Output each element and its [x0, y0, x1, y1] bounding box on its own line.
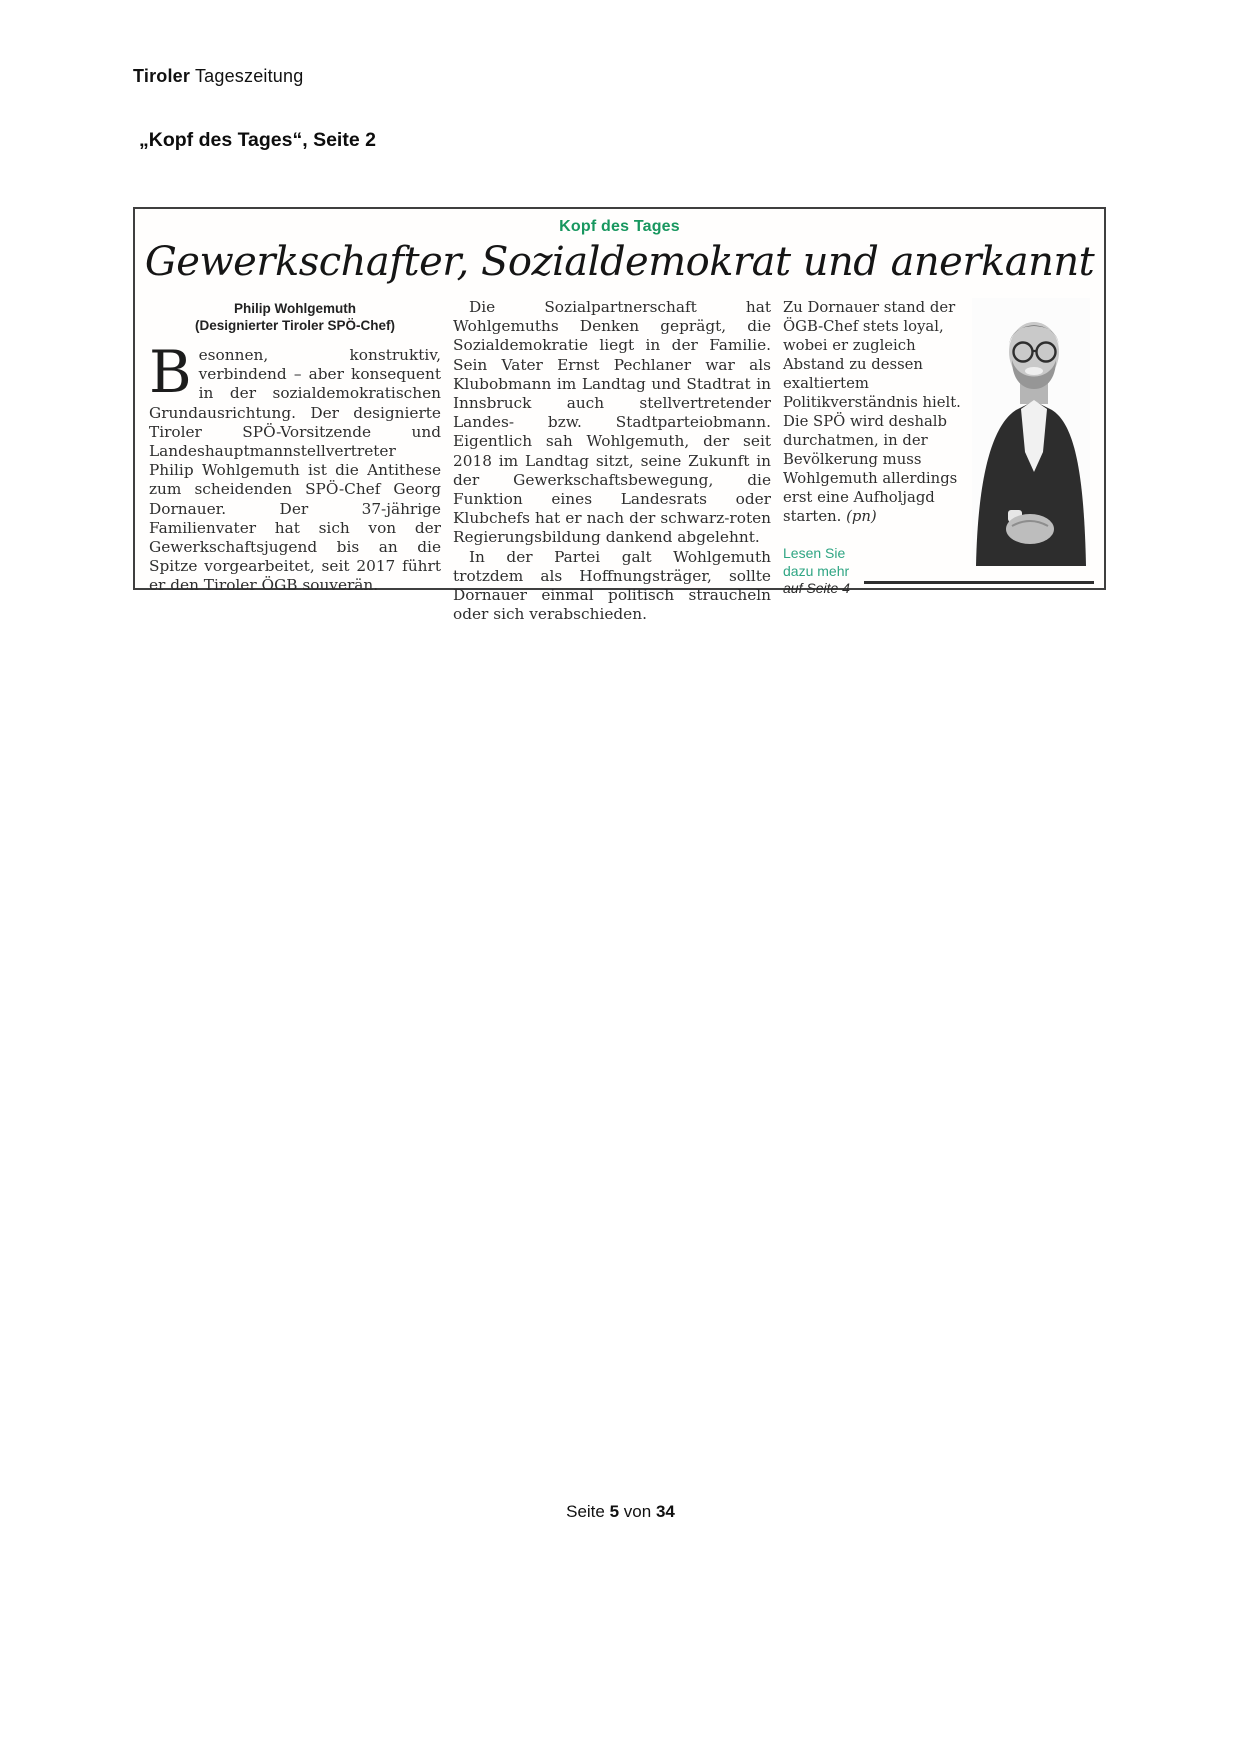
footer-separator: von — [623, 1502, 652, 1521]
page-heading: „Kopf des Tages“, Seite 2 — [139, 129, 376, 151]
column-2 — [453, 298, 771, 624]
column-3-text: Zu Dornauer stand der ÖGB-Chef stets loyal, wobei er zugleich Abstand zu dessen exaltiertem Politikverständnis hielt. Die SPÖ wird deshalb durchatmen, in der Bevölkerung muss Wohlgemuth allerdings erst eine Aufholjagd starten. — [783, 299, 961, 525]
page-footer — [0, 1502, 1241, 1522]
column-1 — [149, 298, 441, 596]
footer-label: Seite — [566, 1502, 605, 1521]
read-more-line-2: dazu mehr — [783, 562, 850, 579]
byline — [149, 300, 441, 334]
newspaper-clipping — [133, 207, 1106, 624]
masthead-title: Tageszeitung — [190, 66, 304, 86]
column-2-paragraph-1: Die Sozialpartnerschaft hat Wohlgemuths Denken geprägt, die Sozialdemokratie liegt in der Familie. Sein Vater Ernst Pechlaner war als Klubobmann im Landtag und Stadtrat in Innsbruck auch stellvertretender Landes- bzw. Stadtparteiobmann. Eigentlich sah Wohlgemuth, der seit 2018 im Landtag sitzt, seine Zukunft in der Gewerkschaftsbewegung, die Funktion eines Landesrats oder Klubchefs hat er nach der schwarz-roten Regierungsbildung dankend abgelehnt. — [453, 298, 771, 547]
portrait-photo — [972, 298, 1090, 566]
column-2-paragraph-2: In der Partei galt Wohlgemuth trotzdem als Hoffnungsträger, sollte Dornauer einmal politisch straucheln oder sich verabschieden. — [453, 547, 771, 624]
read-more-note — [783, 545, 968, 598]
column-3 — [783, 298, 968, 598]
byline-name: Philip Wohlgemuth — [234, 301, 356, 316]
read-more-line-1: Lesen Sie — [783, 545, 846, 561]
column-1-text: esonnen, konstruktiv, verbindend – aber konsequent in der sozialdemokratischen Grundausrichtung. Der designierte Tiroler SPÖ-Vorsitzende und Landeshauptmannstellvertreter Philip Wohlgemuth ist die Antithese zum scheidenden SPÖ-Chef Georg Dornauer. Der 37-jährige Familienvater hat sich von der Gewerkschaftsjugend bis an die Spitze vorgearbeitet, seit 2017 führt er den Tiroler ÖGB souverän. — [149, 346, 441, 595]
masthead-brand: Tiroler — [133, 66, 191, 86]
footer-total-pages: 34 — [655, 1502, 675, 1521]
author-signature: (pn) — [846, 508, 877, 525]
read-more-page-ref: auf Seite 4 — [783, 580, 850, 596]
drop-cap: B — [149, 338, 192, 406]
clipping-kicker: Kopf des Tages — [559, 218, 680, 235]
photo-underline-rule — [864, 581, 1094, 584]
clipping-headline: Gewerkschafter, Sozialdemokrat und anerkannt — [144, 239, 1095, 285]
portrait-photo-image — [972, 298, 1090, 566]
byline-role: (Designierter Tiroler SPÖ-Chef) — [194, 318, 396, 333]
masthead — [133, 66, 303, 87]
column-3-paragraph — [783, 298, 968, 526]
column-1-paragraph — [149, 338, 441, 596]
footer-current-page: 5 — [609, 1502, 620, 1521]
clipping-columns — [135, 298, 1104, 624]
